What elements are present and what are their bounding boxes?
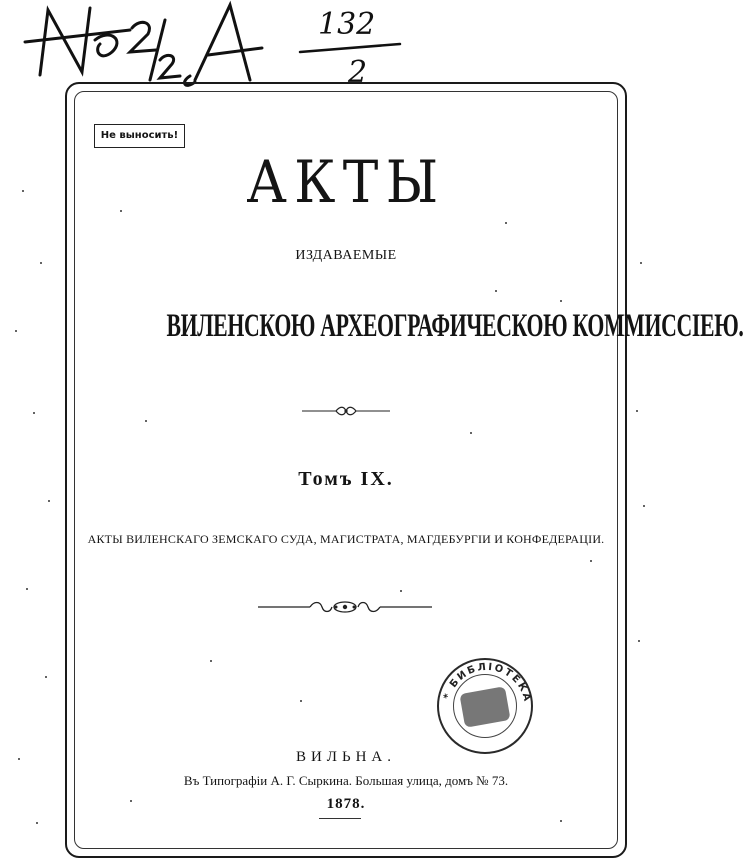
year-underline (319, 818, 361, 819)
volume-label: Томъ IX. (298, 468, 394, 490)
ornament-divider-middle (258, 598, 432, 616)
imprint-printer: Въ Типографіи А. Г. Сыркина. Большая улица, домъ № 73. (183, 773, 509, 788)
volume-description: АКТЫ ВИЛЕНСКАГО ЗЕМСКАГО СУДА, МАГИСТРАТА, МАГДЕБУРГІИ И КОНФЕДЕРАЦІИ. (87, 532, 605, 546)
do-not-remove-stamp: Не выносить! (94, 124, 185, 148)
handwritten-shelfmark (0, 0, 650, 90)
svg-text:* БИБЛІОТЕКА: * БИБЛІОТЕКА (442, 661, 533, 705)
ornament-divider-top (302, 404, 390, 418)
book-title: АКТЫ (246, 148, 446, 216)
imprint-city: ВИЛЬНА. (295, 749, 397, 765)
book-subtitle: ИЗДАВАЕМЫЕ (295, 248, 397, 263)
library-seal (437, 658, 533, 754)
imprint-year: 1878. (326, 796, 366, 812)
commission-name: ВИЛЕНСКОЮ АРХЕОГРАФИЧЕСКОЮ КОММИССІЕЮ. (166, 308, 744, 344)
handwritten-fraction-bottom: 2 (348, 55, 368, 90)
handwritten-fraction-top: 132 (318, 7, 376, 42)
